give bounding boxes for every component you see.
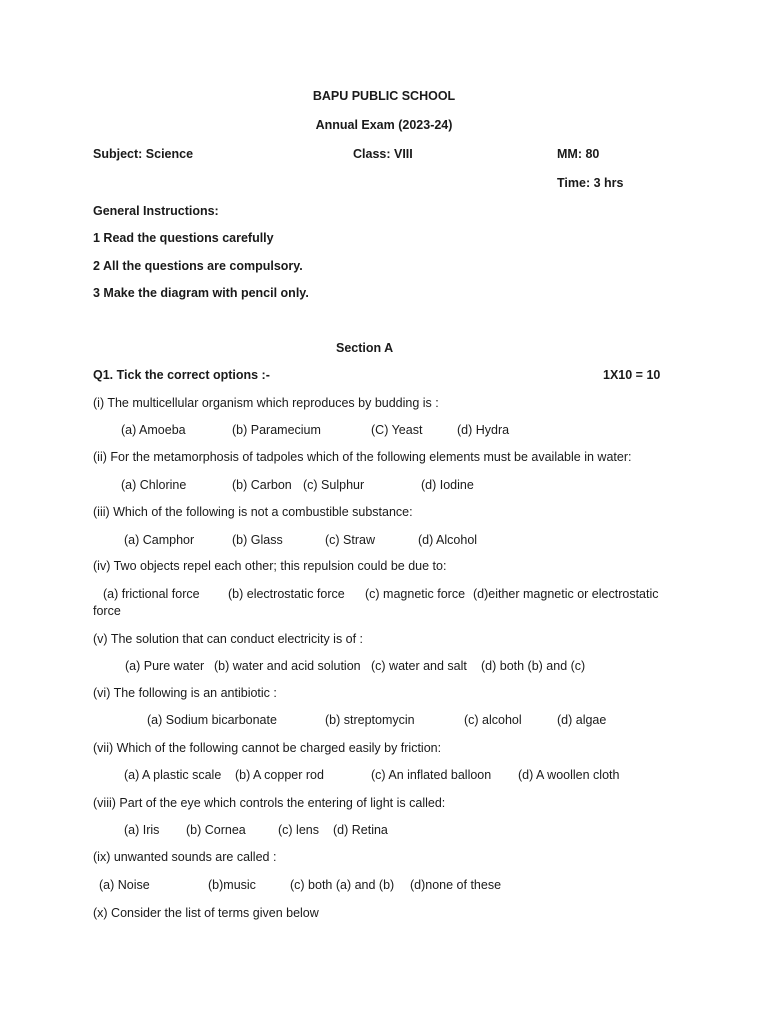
option: (a) Chlorine [121, 478, 187, 492]
option: (a) Sodium bicarbonate [147, 713, 277, 727]
question-text: (viii) Part of the eye which controls the entering of light is called: [93, 796, 446, 810]
option: (a) Noise [99, 878, 150, 892]
question-marks: 1X10 = 10 [603, 368, 661, 382]
option: (b) water and acid solution [214, 659, 361, 673]
class-label: Class: VIII [353, 147, 413, 161]
question-text: (x) Consider the list of terms given below [93, 906, 319, 920]
question-heading: Q1. Tick the correct options :- [93, 368, 270, 382]
option: (d)either magnetic or electrostatic [473, 587, 659, 601]
option: (d) Retina [333, 823, 388, 837]
instruction-item: 2 All the questions are compulsory. [93, 259, 303, 273]
instruction-item: 1 Read the questions carefully [93, 231, 274, 245]
question-text: (vi) The following is an antibiotic : [93, 686, 277, 700]
instructions-title: General Instructions: [93, 204, 219, 218]
question-text: (i) The multicellular organism which reproduces by budding is : [93, 396, 439, 410]
option: (b)music [208, 878, 256, 892]
option: (a) Iris [124, 823, 160, 837]
option: (d) Iodine [421, 478, 474, 492]
option: (d) algae [557, 713, 607, 727]
option: (d) Hydra [457, 423, 510, 437]
question-text: (v) The solution that can conduct electricity is of : [93, 632, 364, 646]
question-text: (vii) Which of the following cannot be charged easily by friction: [93, 741, 442, 755]
option: (d) both (b) and (c) [481, 659, 586, 673]
option: (a) Amoeba [121, 423, 186, 437]
option: (c) both (a) and (b) [290, 878, 395, 892]
option: (c) lens [278, 823, 319, 837]
option: (c) Sulphur [303, 478, 365, 492]
option: (c) An inflated balloon [371, 768, 492, 782]
option: (b) Carbon [232, 478, 292, 492]
question-text: (ix) unwanted sounds are called : [93, 850, 277, 864]
option: (b) A copper rod [235, 768, 324, 782]
option: (C) Yeast [371, 423, 423, 437]
option: (d) Alcohol [418, 533, 478, 547]
section-title: Section A [336, 341, 394, 355]
option: (b) Cornea [186, 823, 246, 837]
option: (c) magnetic force [365, 587, 466, 601]
subject-label: Subject: Science [93, 147, 194, 161]
exam-title: Annual Exam (2023-24) [315, 118, 453, 132]
option: (c) alcohol [464, 713, 522, 727]
option-continuation: force [93, 604, 121, 618]
time-label: Time: 3 hrs [557, 176, 624, 190]
option: (a) Pure water [125, 659, 205, 673]
option: (c) water and salt [371, 659, 467, 673]
option: (d)none of these [410, 878, 502, 892]
option: (b) Glass [232, 533, 283, 547]
question-text: (iii) Which of the following is not a combustible substance: [93, 505, 413, 519]
option: (b) Paramecium [232, 423, 321, 437]
option: (a) A plastic scale [124, 768, 222, 782]
option: (d) A woollen cloth [518, 768, 620, 782]
option: (a) Camphor [124, 533, 195, 547]
option: (b) electrostatic force [228, 587, 345, 601]
question-text: (iv) Two objects repel each other; this repulsion could be due to: [93, 559, 447, 573]
max-marks-label: MM: 80 [557, 147, 600, 161]
question-text: (ii) For the metamorphosis of tadpoles which of the following elements must be available in water: [93, 450, 632, 464]
instruction-item: 3 Make the diagram with pencil only. [93, 286, 309, 300]
option: (b) streptomycin [325, 713, 415, 727]
option: (c) Straw [325, 533, 375, 547]
option: (a) frictional force [103, 587, 200, 601]
school-name: BAPU PUBLIC SCHOOL [312, 89, 456, 103]
